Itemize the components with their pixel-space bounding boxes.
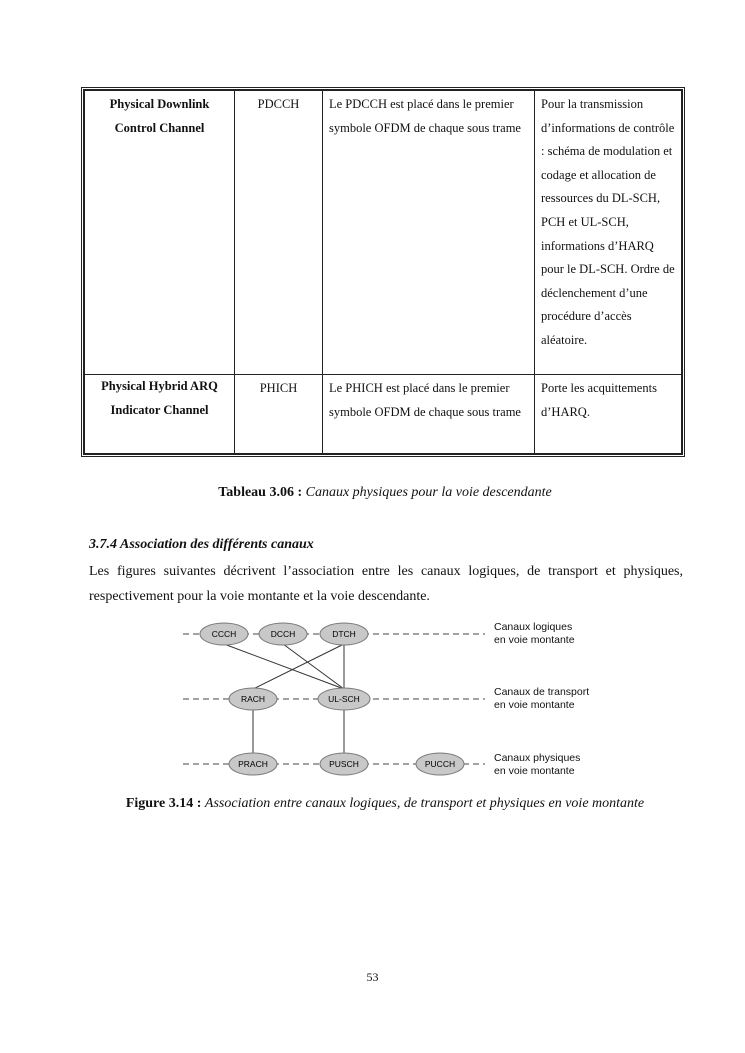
transport-channel-nodes <box>229 688 370 710</box>
channel-node-label: RACH <box>240 694 266 704</box>
figure-caption-label: Figure 3.14 : <box>125 796 202 811</box>
layer-label-logical-line1: Canaux logiques <box>494 621 573 633</box>
layer-label-physical-line2: en voie montante <box>494 765 575 777</box>
channel-node-prach <box>229 753 277 775</box>
channel-abbr-cell: PHICH <box>235 375 323 454</box>
channel-placement-cell: Le PHICH est placé dans le premier symbole OFDM de chaque sous trame <box>323 375 535 454</box>
logical-channel-nodes <box>200 623 368 645</box>
page-number: 53 <box>366 970 379 984</box>
channel-node-rach <box>229 688 277 710</box>
layer-label-transport-line2: en voie montante <box>494 699 575 711</box>
channel-node-label: UL-SCH <box>328 694 360 704</box>
channel-node-label: DCCH <box>270 629 296 639</box>
layer-label-physical-line1: Canaux physiques <box>494 752 581 764</box>
section-paragraph: Les figures suivantes décrivent l’association entre les canaux logiques, de transport et physiques, respectivement pour la voie montante et la voie descendante. <box>89 564 683 604</box>
channel-node-pucch <box>416 753 464 775</box>
connection-ccch-ulsch <box>224 644 344 689</box>
channel-node-ulsch <box>318 688 370 710</box>
physical-channel-nodes <box>229 753 464 775</box>
layer-label-logical-line2: en voie montante <box>494 634 575 646</box>
channel-abbr-cell: PDCCH <box>235 91 323 375</box>
channel-node-pusch <box>320 753 368 775</box>
figure-caption <box>0 796 745 812</box>
figure-caption-text: Association entre canaux logiques, de transport et physiques en voie montante <box>204 796 645 811</box>
channel-node-dcch <box>259 623 307 645</box>
table-caption-label: Tableau 3.06 : <box>218 485 303 500</box>
channel-node-dtch <box>320 623 368 645</box>
channel-placement-cell: Le PDCCH est placé dans le premier symbole OFDM de chaque sous trame <box>323 91 535 375</box>
channel-node-label: PUCCH <box>424 759 456 769</box>
section-heading: 3.7.4 Association des différents canaux <box>89 537 314 552</box>
channel-name-cell: Physical Downlink Control Channel <box>85 91 235 375</box>
channel-name-cell: Physical Hybrid ARQ Indicator Channel <box>85 375 235 454</box>
channel-role-cell: Porte les acquittements d’HARQ. <box>535 375 682 454</box>
channel-node-label: CCCH <box>211 629 237 639</box>
layer-label-transport-line1: Canaux de transport <box>494 686 590 698</box>
channel-node-label: PRACH <box>238 759 268 769</box>
connection-dtch-rach <box>253 644 344 689</box>
layer-labels <box>494 621 589 777</box>
table-caption-text: Canaux physiques pour la voie descendante <box>305 485 552 500</box>
channel-node-label: PUSCH <box>329 759 359 769</box>
connection-dcch-ulsch <box>283 644 344 689</box>
channel-role-cell: Pour la transmission d’informations de contrôle : schéma de modulation et codage et allocation de ressources du DL-SCH, PCH et UL-SCH, informations d’HARQ pour le DL-SCH. Ordre de déclenchement d’une procédure d’accès aléatoire. <box>535 91 682 375</box>
channel-node-ccch <box>200 623 248 645</box>
channel-node-label: DTCH <box>332 629 356 639</box>
